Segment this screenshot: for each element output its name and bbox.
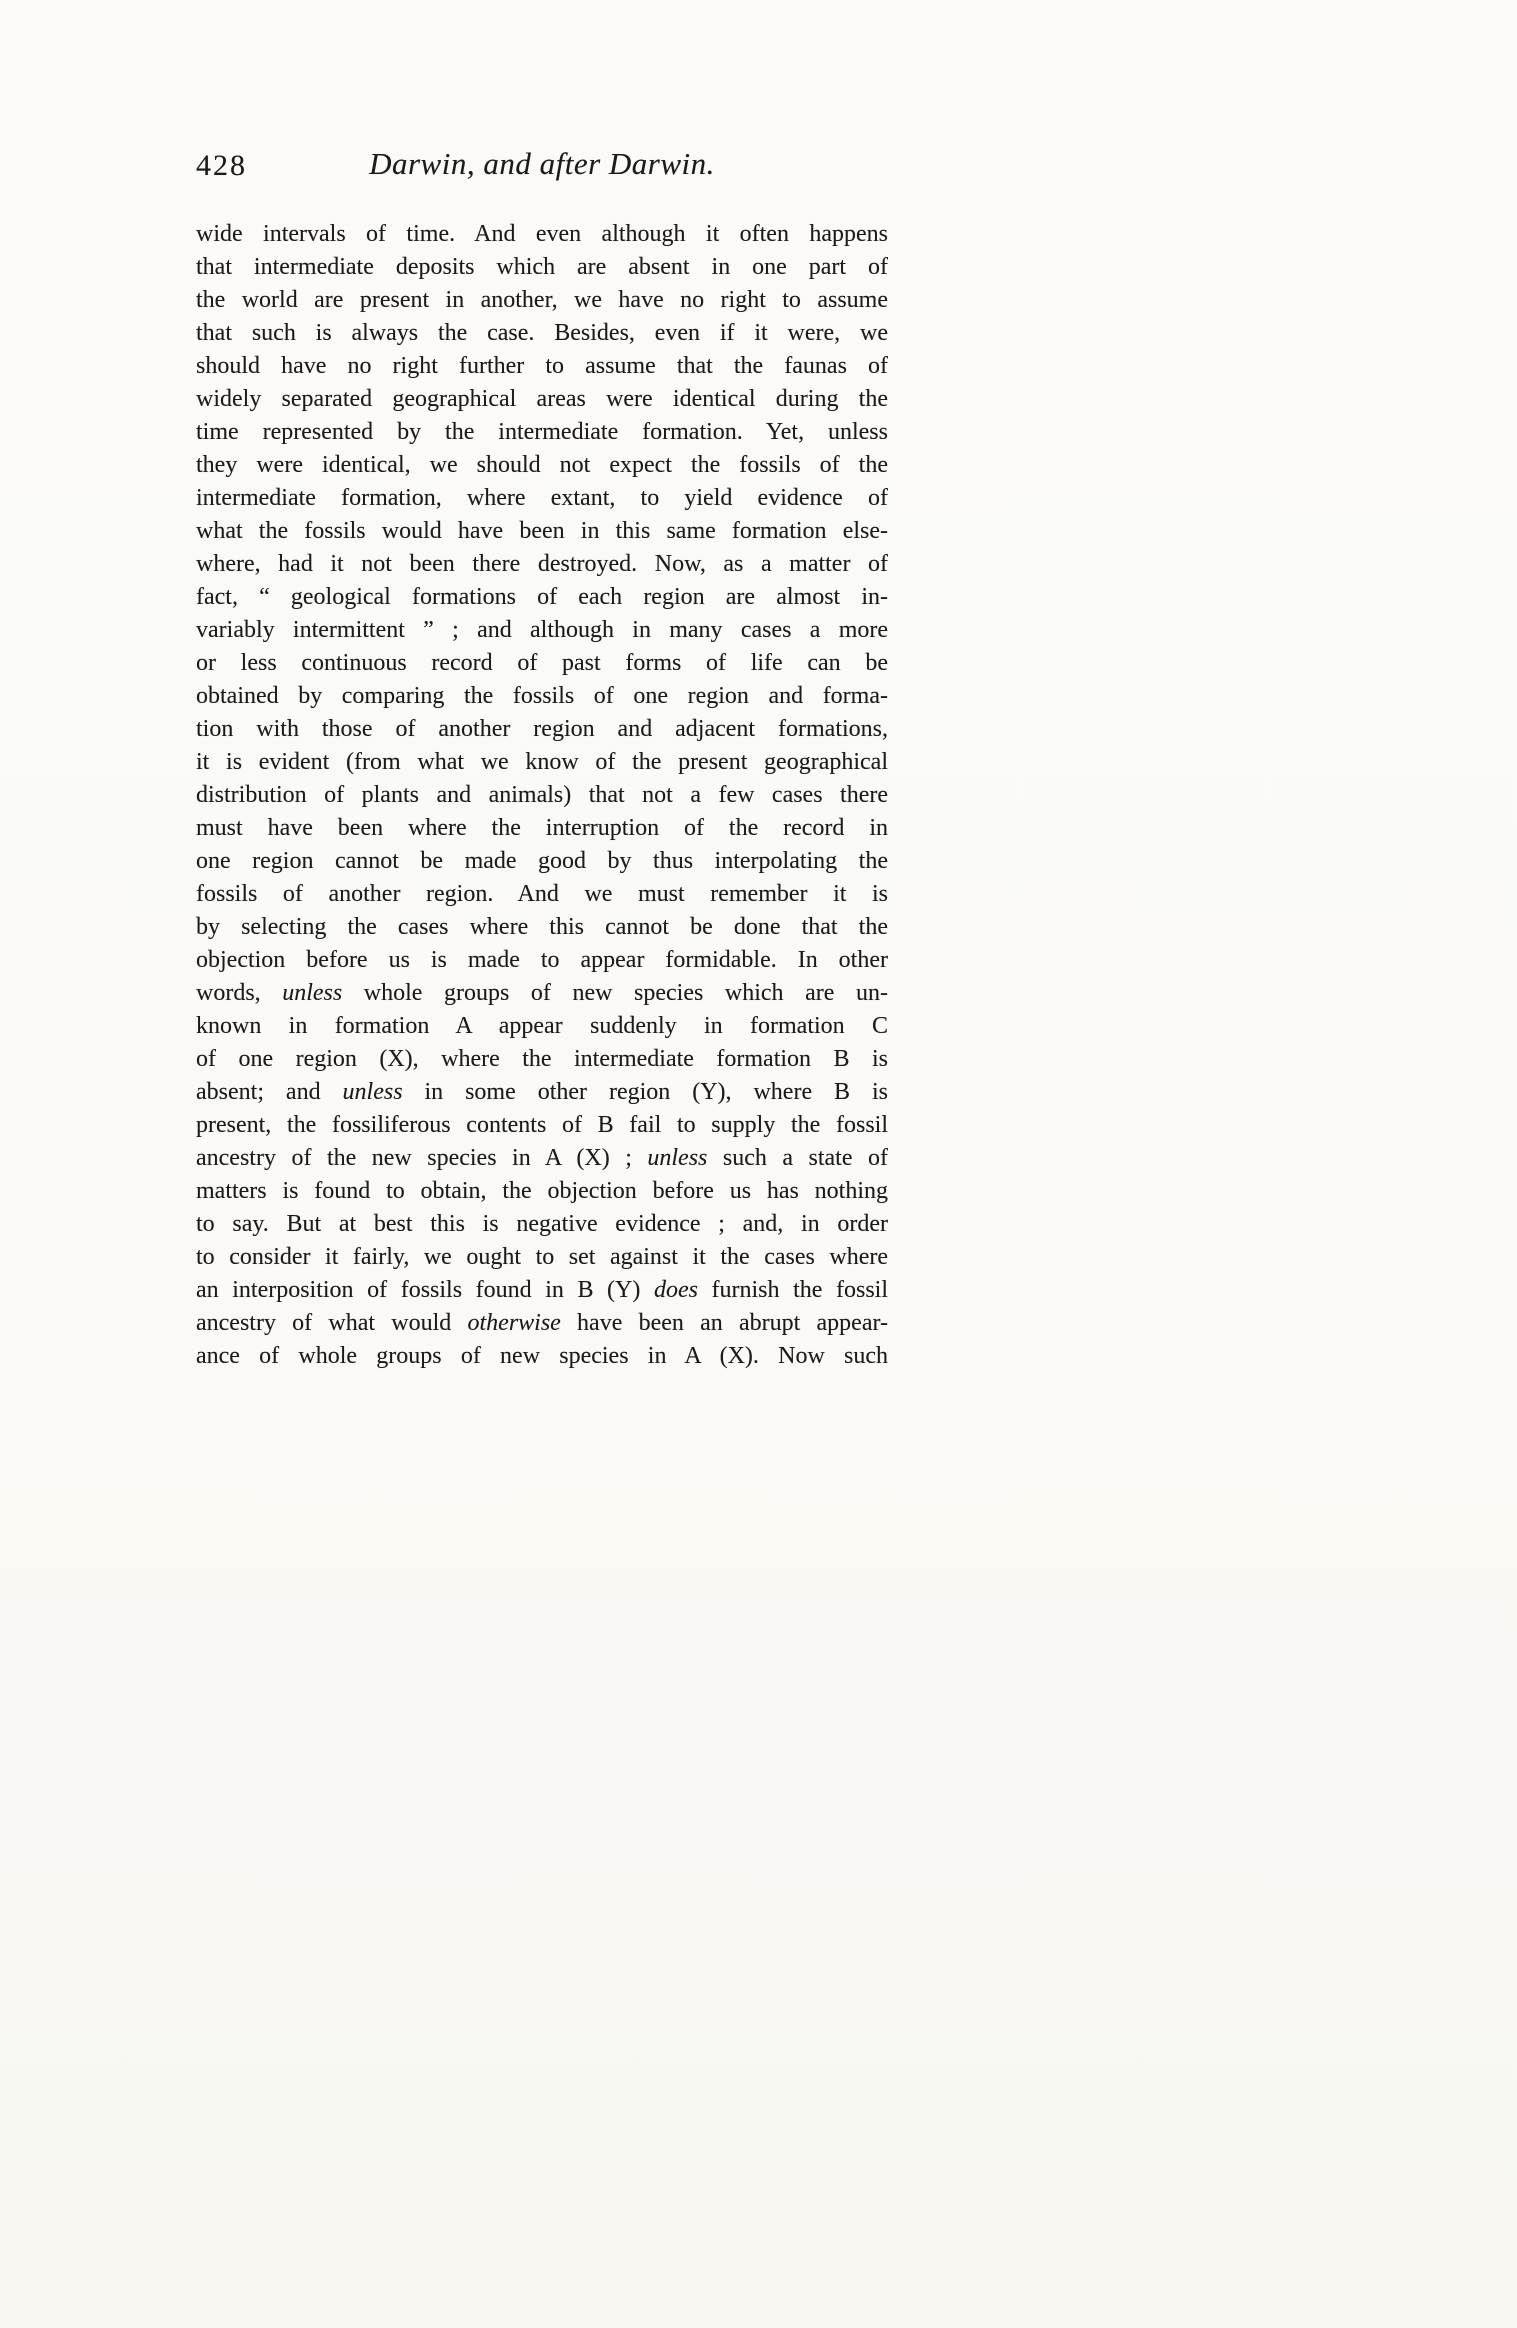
text-line: one region cannot be made good by thus interpolating the (196, 848, 888, 874)
text-line: that such is always the case. Besides, even if it were, we (196, 320, 888, 346)
text-line: tion with those of another region and adjacent formations, (196, 716, 888, 742)
text-line: matters is found to obtain, the objection before us has nothing (196, 1178, 888, 1204)
page-number: 428 (196, 149, 247, 182)
text-line: absent; and unless in some other region (Y), where B is (196, 1079, 888, 1105)
text-line: should have no right further to assume that the faunas of (196, 353, 888, 379)
text-line: fact, “ geological formations of each region are almost in- (196, 584, 888, 610)
text-line: ancestry of the new species in A (X) ; unless such a state of (196, 1145, 888, 1171)
text-line: an interposition of fossils found in B (Y) does furnish the fossil (196, 1277, 888, 1303)
text-line: they were identical, we should not expect the fossils of the (196, 452, 888, 478)
text-line: time represented by the intermediate formation. Yet, unless (196, 419, 888, 445)
text-line: fossils of another region. And we must remember it is (196, 881, 888, 907)
text-line: ance of whole groups of new species in A (X). Now such (196, 1343, 888, 1369)
text-line: distribution of plants and animals) that not a few cases there (196, 782, 888, 808)
text-line: widely separated geographical areas were identical during the (196, 386, 888, 412)
text-line: by selecting the cases where this cannot be done that the (196, 914, 888, 940)
running-title: Darwin, and after Darwin. (369, 146, 715, 181)
text-line: known in formation A appear suddenly in formation C (196, 1013, 888, 1039)
text-line: or less continuous record of past forms of life can be (196, 650, 888, 676)
text-line: objection before us is made to appear formidable. In other (196, 947, 888, 973)
text-line: variably intermittent ” ; and although in many cases a more (196, 617, 888, 643)
text-line: obtained by comparing the fossils of one region and forma- (196, 683, 888, 709)
text-line: present, the fossiliferous contents of B fail to supply the fossil (196, 1112, 888, 1138)
text-line: that intermediate deposits which are absent in one part of (196, 254, 888, 280)
text-line: words, unless whole groups of new species which are un- (196, 980, 888, 1006)
text-line: intermediate formation, where extant, to yield evidence of (196, 485, 888, 511)
text-line: to consider it fairly, we ought to set against it the cases where (196, 1244, 888, 1270)
text-line: it is evident (from what we know of the present geographical (196, 749, 888, 775)
text-column (196, 146, 888, 1373)
text-line: where, had it not been there destroyed. Now, as a matter of (196, 551, 888, 577)
body-text (196, 218, 888, 1373)
text-line: to say. But at best this is negative evidence ; and, in order (196, 1211, 888, 1237)
text-line: must have been where the interruption of the record in (196, 815, 888, 841)
text-line: of one region (X), where the intermediate formation B is (196, 1046, 888, 1072)
text-line: what the fossils would have been in this same formation else- (196, 518, 888, 544)
page-header (196, 146, 888, 190)
text-line: the world are present in another, we have no right to assume (196, 287, 888, 313)
text-line: ancestry of what would otherwise have been an abrupt appear- (196, 1310, 888, 1336)
text-line: wide intervals of time. And even although it often happens (196, 221, 888, 247)
